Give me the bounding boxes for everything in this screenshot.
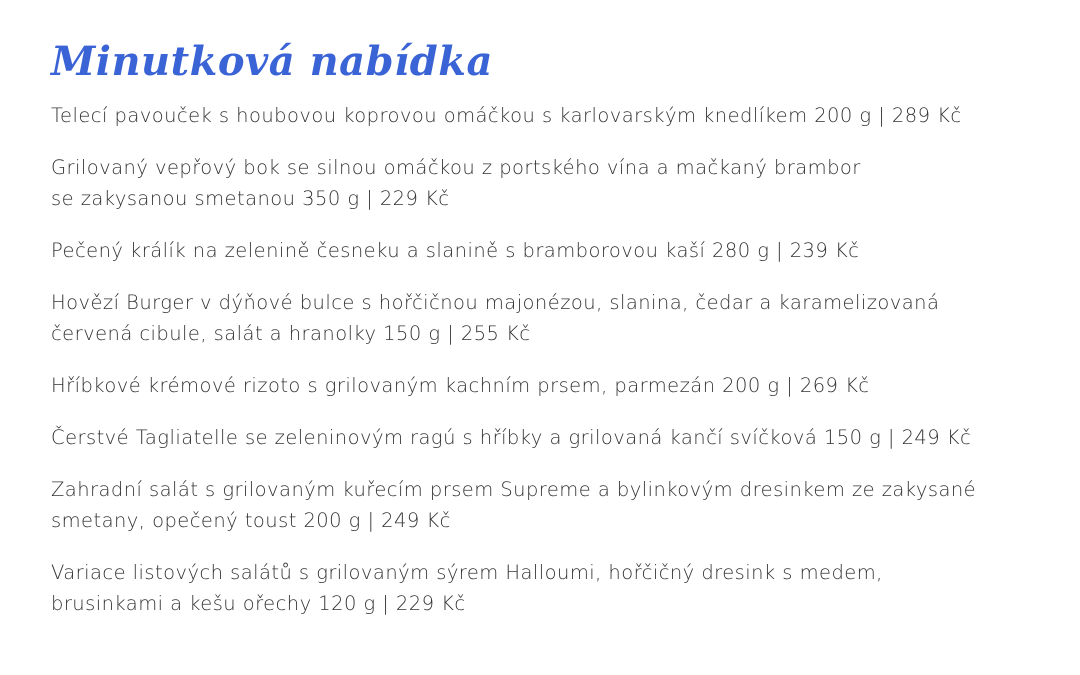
menu-item-text: Grilovaný vepřový bok se silnou omáčkou z portského vína a mačkaný brambor [51, 156, 861, 179]
menu-item-text: Čerstvé Tagliatelle se zeleninovým ragú s hříbky a grilovaná kančí svíčková 150 g | 249 Kč [51, 426, 972, 449]
menu-item [51, 287, 1051, 349]
menu-title: Minutková nabídka [51, 38, 493, 85]
menu-item [51, 474, 1051, 536]
menu-item [51, 370, 1051, 401]
menu-item [51, 557, 1051, 619]
menu-item-text: brusinkami a kešu ořechy 120 g | 229 Kč [51, 592, 466, 615]
menu-item [51, 235, 1051, 266]
menu-item [51, 100, 1051, 131]
menu-item-text: Telecí pavouček s houbovou koprovou omáčkou s karlovarským knedlíkem 200 g | 289 Kč [51, 104, 962, 127]
menu-item-text: se zakysanou smetanou 350 g | 229 Kč [51, 187, 450, 210]
menu-item [51, 422, 1051, 453]
menu-list [51, 100, 1051, 619]
menu-item-text: Hovězí Burger v dýňové bulce s hořčičnou majonézou, slanina, čedar a karamelizovaná [51, 291, 940, 314]
menu-item-text: smetany, opečený toust 200 g | 249 Kč [51, 509, 451, 532]
menu-item-text: Pečený králík na zelenině česneku a slanině s bramborovou kaší 280 g | 239 Kč [51, 239, 860, 262]
menu-page [51, 34, 1051, 619]
menu-item-text: červená cibule, salát a hranolky 150 g | 255 Kč [51, 322, 531, 345]
menu-item-text: Zahradní salát s grilovaným kuřecím prsem Supreme a bylinkovým dresinkem ze zakysané [51, 478, 977, 501]
menu-item-text: Hříbkové krémové rizoto s grilovaným kachním prsem, parmezán 200 g | 269 Kč [51, 374, 870, 397]
menu-item-text: Variace listových salátů s grilovaným sýrem Halloumi, hořčičný dresink s medem, [51, 561, 883, 584]
menu-item [51, 152, 1051, 214]
